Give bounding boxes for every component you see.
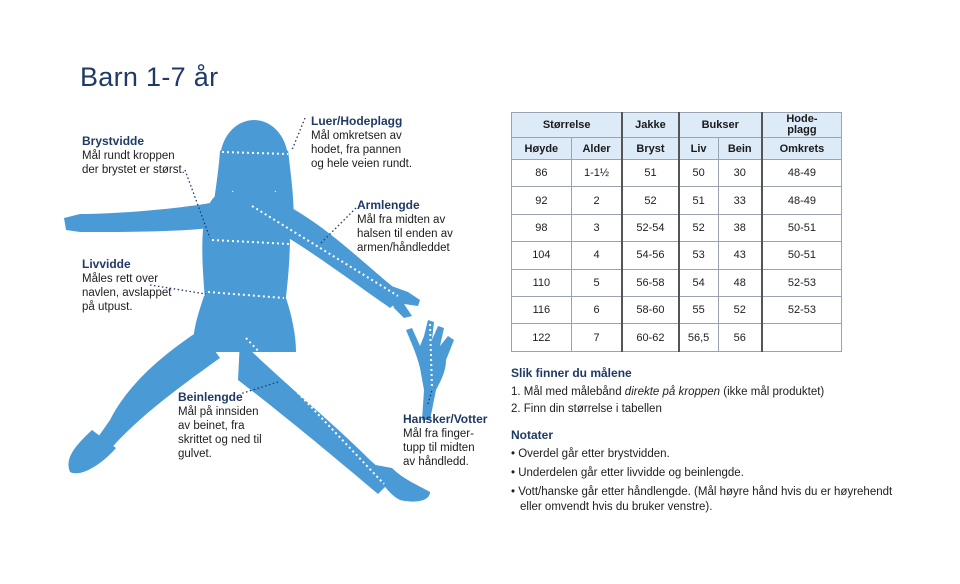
cell-bryst: 58-60 xyxy=(622,296,678,323)
step-1-text: 1. Mål med målebånd xyxy=(511,386,625,398)
cell-bryst: 56-58 xyxy=(622,269,678,296)
table-row xyxy=(512,187,842,214)
cell-bein: 38 xyxy=(718,214,762,241)
table-row xyxy=(512,324,842,351)
cell-alder: 4 xyxy=(571,242,622,269)
cell-bein: 56 xyxy=(718,324,762,351)
cell-liv: 52 xyxy=(679,214,719,241)
label-brystvidde-text: Mål rundt kroppen der brystet er størst. xyxy=(82,150,185,176)
page-title: Barn 1-7 år xyxy=(80,62,219,92)
cell-hoyde: 86 xyxy=(512,160,572,187)
instructions-heading: Slik finner du målene xyxy=(511,366,632,380)
cell-hoyde: 92 xyxy=(512,187,572,214)
note-item: • Vott/hanske går etter håndlengde. (Mål høyre hånd hvis du er høyrehendt eller omvendt hvis du bruker venstre). xyxy=(511,486,893,513)
label-brystvidde-heading: Brystvidde xyxy=(82,134,145,148)
group-storrelse: Størrelse xyxy=(512,113,623,138)
cell-liv: 55 xyxy=(679,296,719,323)
col-alder: Alder xyxy=(571,138,622,160)
label-livvidde xyxy=(82,257,172,314)
cell-hoyde: 110 xyxy=(512,269,572,296)
label-luer-heading: Luer/Hodeplagg xyxy=(311,114,403,128)
cell-hoyde: 122 xyxy=(512,324,572,351)
col-omkrets: Omkrets xyxy=(762,138,842,160)
size-table xyxy=(511,112,842,352)
label-hansker-heading: Hansker/Votter xyxy=(403,412,488,426)
cell-omkrets: 50-51 xyxy=(762,214,842,241)
table-row xyxy=(512,214,842,241)
cell-alder: 6 xyxy=(571,296,622,323)
cell-alder: 7 xyxy=(571,324,622,351)
table-row xyxy=(512,160,842,187)
cell-omkrets xyxy=(762,324,842,351)
cell-bryst: 60-62 xyxy=(622,324,678,351)
label-armlengde xyxy=(357,198,453,255)
table-row xyxy=(512,242,842,269)
table-row xyxy=(512,269,842,296)
group-jakke: Jakke xyxy=(622,113,678,138)
label-hansker-text: Mål fra finger- tupp til midten av håndledd. xyxy=(403,428,475,468)
label-luer-text: Mål omkretsen av hodet, fra pannen og hele veien rundt. xyxy=(311,130,413,170)
label-luer xyxy=(311,114,412,171)
cell-liv: 51 xyxy=(679,187,719,214)
col-hoyde: Høyde xyxy=(512,138,572,160)
cell-alder: 2 xyxy=(571,187,622,214)
cell-liv: 53 xyxy=(679,242,719,269)
cell-omkrets: 52-53 xyxy=(762,296,842,323)
label-beinlengde-heading: Beinlengde xyxy=(178,390,243,404)
cell-alder: 1-1½ xyxy=(571,160,622,187)
cell-bein: 52 xyxy=(718,296,762,323)
label-beinlengde xyxy=(178,390,262,461)
col-bein: Bein xyxy=(718,138,762,160)
instruction-step-2: 2. Finn din størrelse i tabellen xyxy=(511,403,662,415)
label-livvidde-heading: Livvidde xyxy=(82,257,131,271)
cell-omkrets: 52-53 xyxy=(762,269,842,296)
notes-section xyxy=(511,428,911,515)
table-row xyxy=(512,296,842,323)
cell-bryst: 51 xyxy=(622,160,678,187)
cell-bein: 43 xyxy=(718,242,762,269)
cell-omkrets: 48-49 xyxy=(762,160,842,187)
cell-alder: 3 xyxy=(571,214,622,241)
col-bryst: Bryst xyxy=(622,138,678,160)
step-1-suffix: (ikke mål produktet) xyxy=(720,386,825,398)
cell-bryst: 52-54 xyxy=(622,214,678,241)
cell-hoyde: 116 xyxy=(512,296,572,323)
cell-liv: 50 xyxy=(679,160,719,187)
step-1-emphasis: direkte på kroppen xyxy=(624,386,721,398)
cell-omkrets: 48-49 xyxy=(762,187,842,214)
col-liv: Liv xyxy=(679,138,719,160)
cell-hoyde: 98 xyxy=(512,214,572,241)
instruction-step-1 xyxy=(511,385,824,400)
cell-bein: 30 xyxy=(718,160,762,187)
notes-heading: Notater xyxy=(511,428,554,442)
label-brystvidde xyxy=(82,134,185,177)
group-hodeplagg: Hode- plagg xyxy=(762,113,842,138)
label-armlengde-heading: Armlengde xyxy=(357,198,420,212)
note-item: • Underdelen går etter livvidde og beinlengde. xyxy=(511,467,744,479)
cell-omkrets: 50-51 xyxy=(762,242,842,269)
cell-alder: 5 xyxy=(571,269,622,296)
cell-liv: 54 xyxy=(679,269,719,296)
instructions-section xyxy=(511,366,824,417)
cell-bein: 48 xyxy=(718,269,762,296)
label-livvidde-text: Måles rett over navlen, avslappet på utpust. xyxy=(82,273,172,313)
group-bukser: Bukser xyxy=(679,113,762,138)
label-beinlengde-text: Mål på innsiden av beinet, fra skrittet og ned til gulvet. xyxy=(178,406,262,460)
cell-liv: 56,5 xyxy=(679,324,719,351)
cell-hoyde: 104 xyxy=(512,242,572,269)
measure-leg xyxy=(246,338,384,484)
cell-bryst: 52 xyxy=(622,187,678,214)
label-armlengde-text: Mål fra midten av halsen til enden av armen/håndleddet xyxy=(357,214,453,254)
label-hansker xyxy=(403,412,487,469)
note-item: • Overdel går etter brystvidden. xyxy=(511,448,670,460)
cell-bryst: 54-56 xyxy=(622,242,678,269)
cell-bein: 33 xyxy=(718,187,762,214)
